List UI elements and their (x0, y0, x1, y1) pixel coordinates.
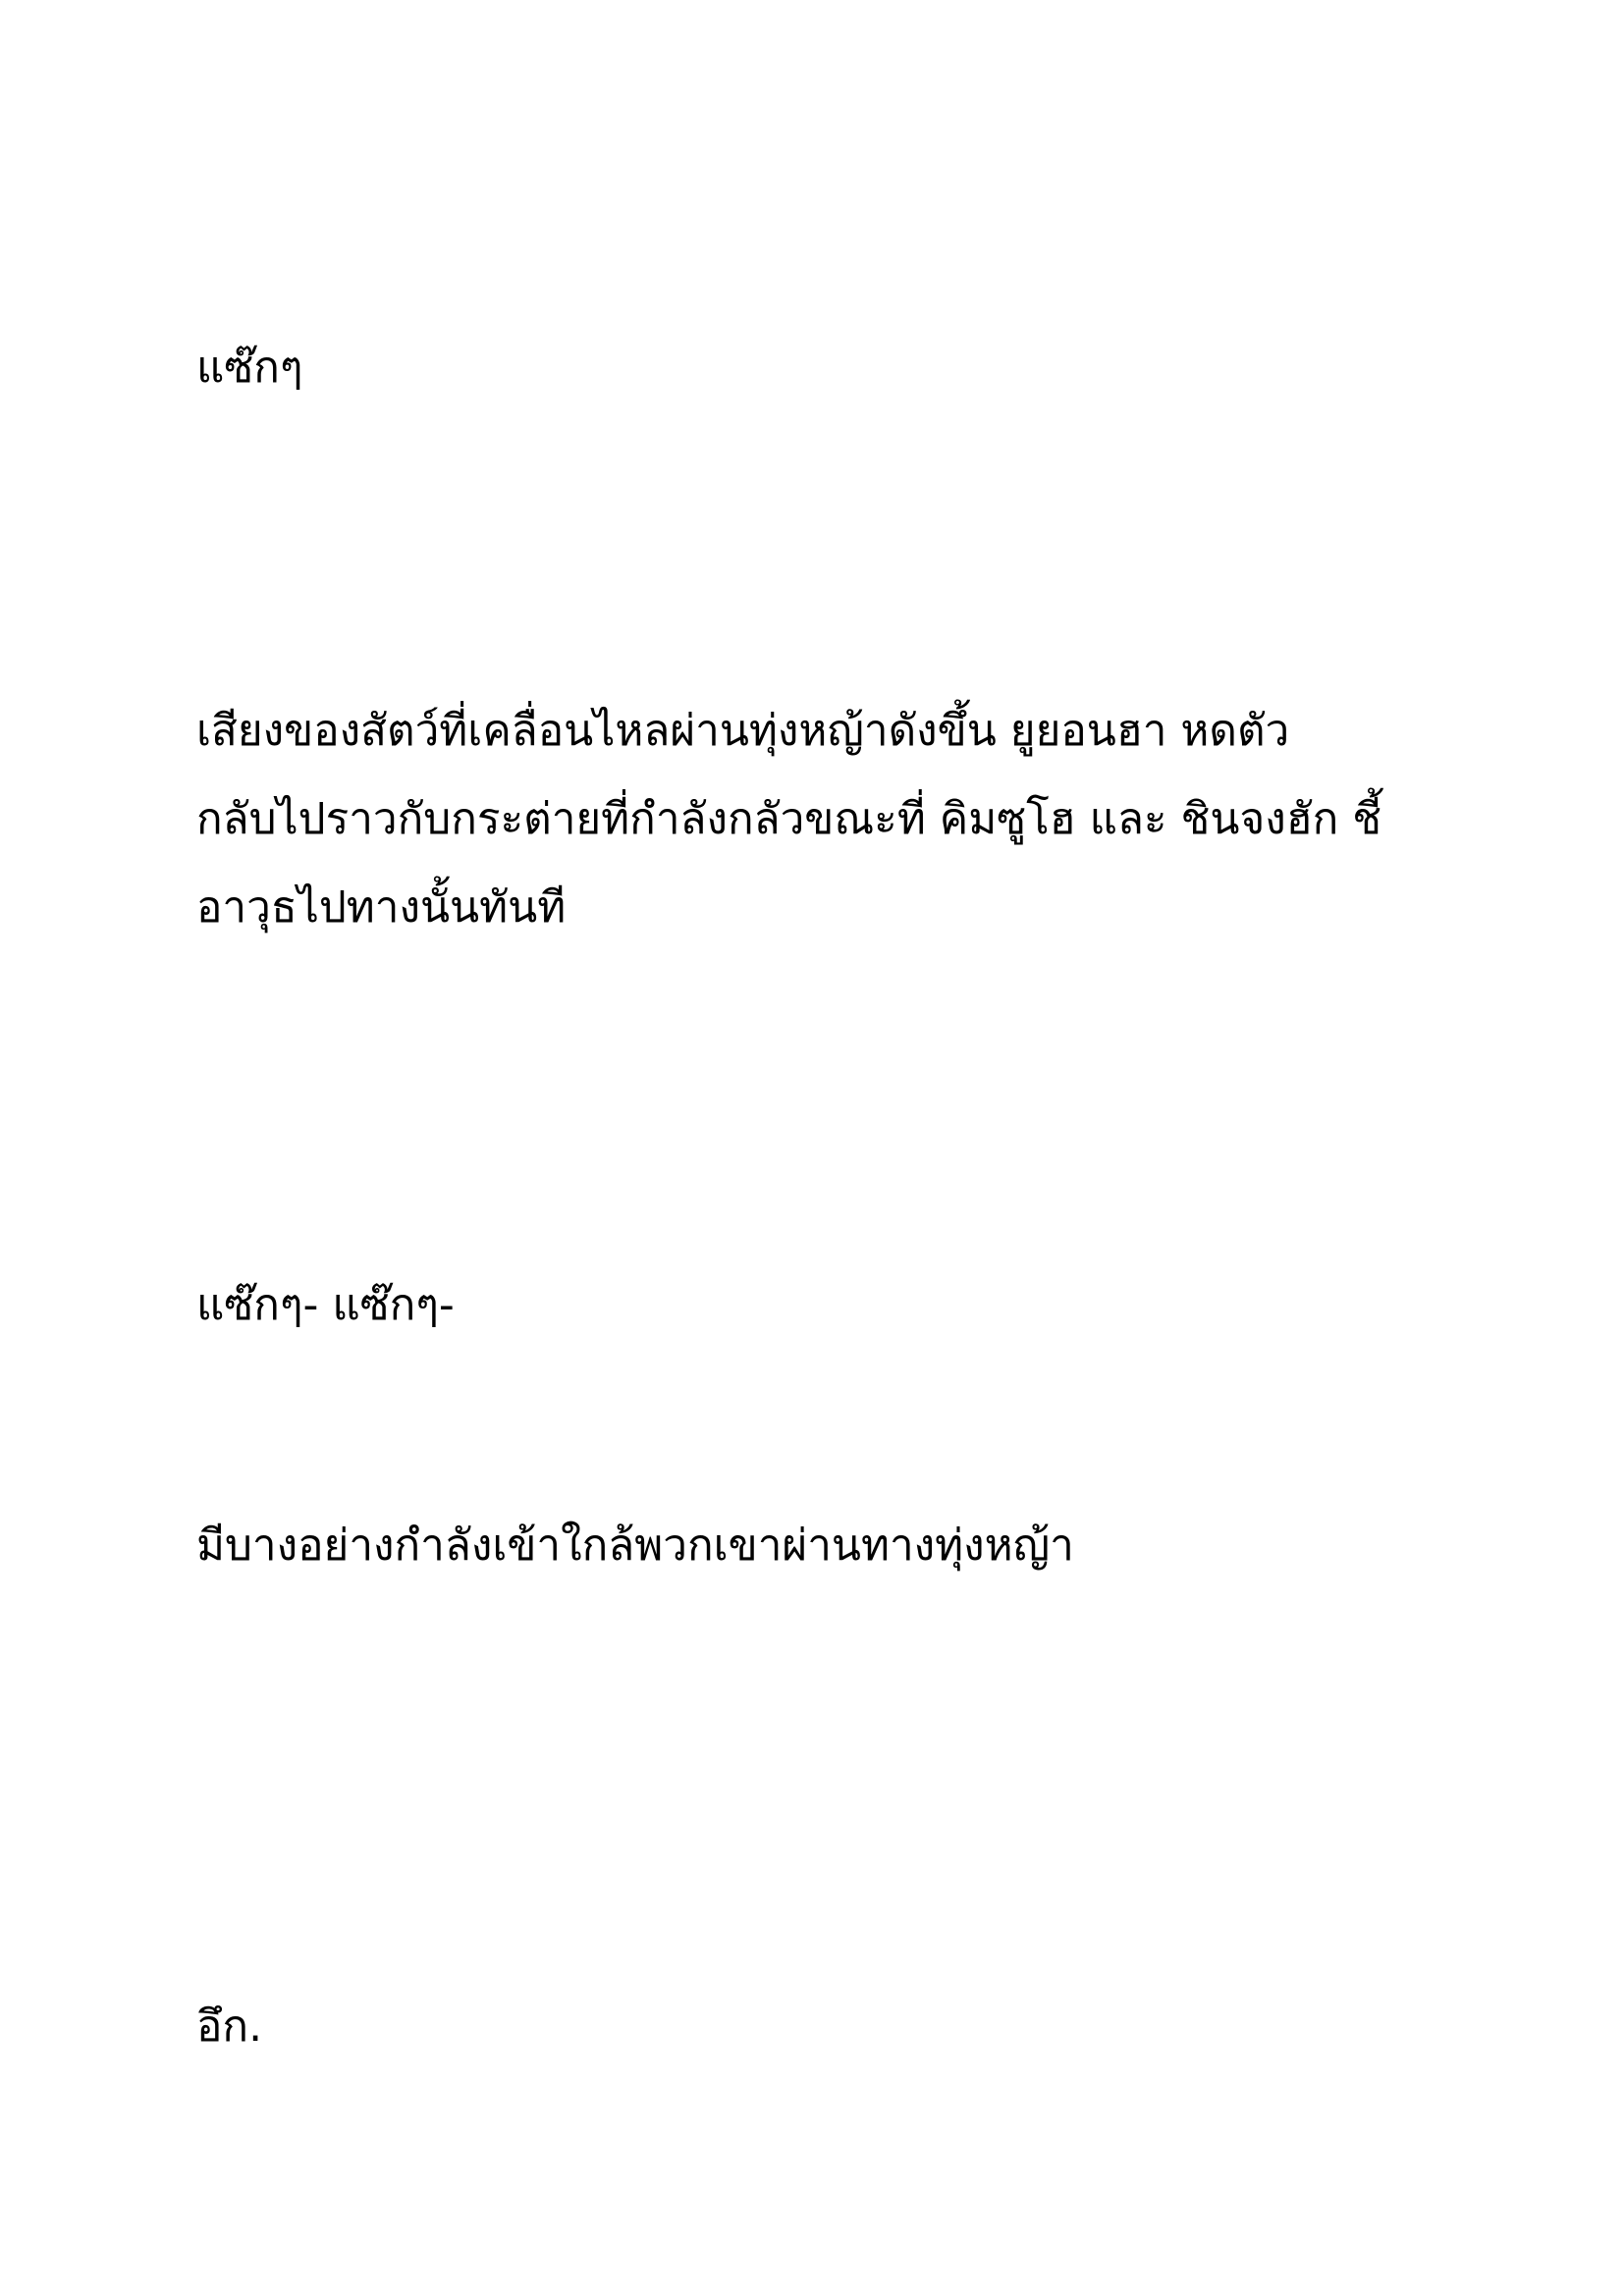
text-line: แซ๊กๆ (196, 343, 303, 393)
paragraph-sfx-1 (196, 324, 1453, 412)
paragraph-narration-2 (196, 1502, 1453, 1590)
paragraph-sfx-2 (196, 1261, 1453, 1350)
text-line: อาวุธไปทางนั้นทันที (196, 882, 567, 933)
text-line: มีบางอย่างกำลังเข้าใกล้พวกเขาผ่านทางทุ่งหญ้า (196, 1521, 1074, 1571)
text-line: อึก. (196, 2002, 263, 2052)
paragraph-sfx-3 (196, 1983, 1453, 2071)
paragraph-narration-1 (196, 687, 1453, 952)
text-line: เสียงของสัตว์ที่เคลื่อนไหลผ่านทุ่งหญ้าดังขึ้น ยูยอนฮา หดตัว (196, 706, 1290, 756)
text-line: แซ๊กๆ- แซ๊กๆ- (196, 1280, 455, 1330)
text-line: กลับไปราวกับกระต่ายที่กำลังกลัวขณะที่ คิมซูโฮ และ ชินจงฮัก ชี้ (196, 794, 1382, 844)
